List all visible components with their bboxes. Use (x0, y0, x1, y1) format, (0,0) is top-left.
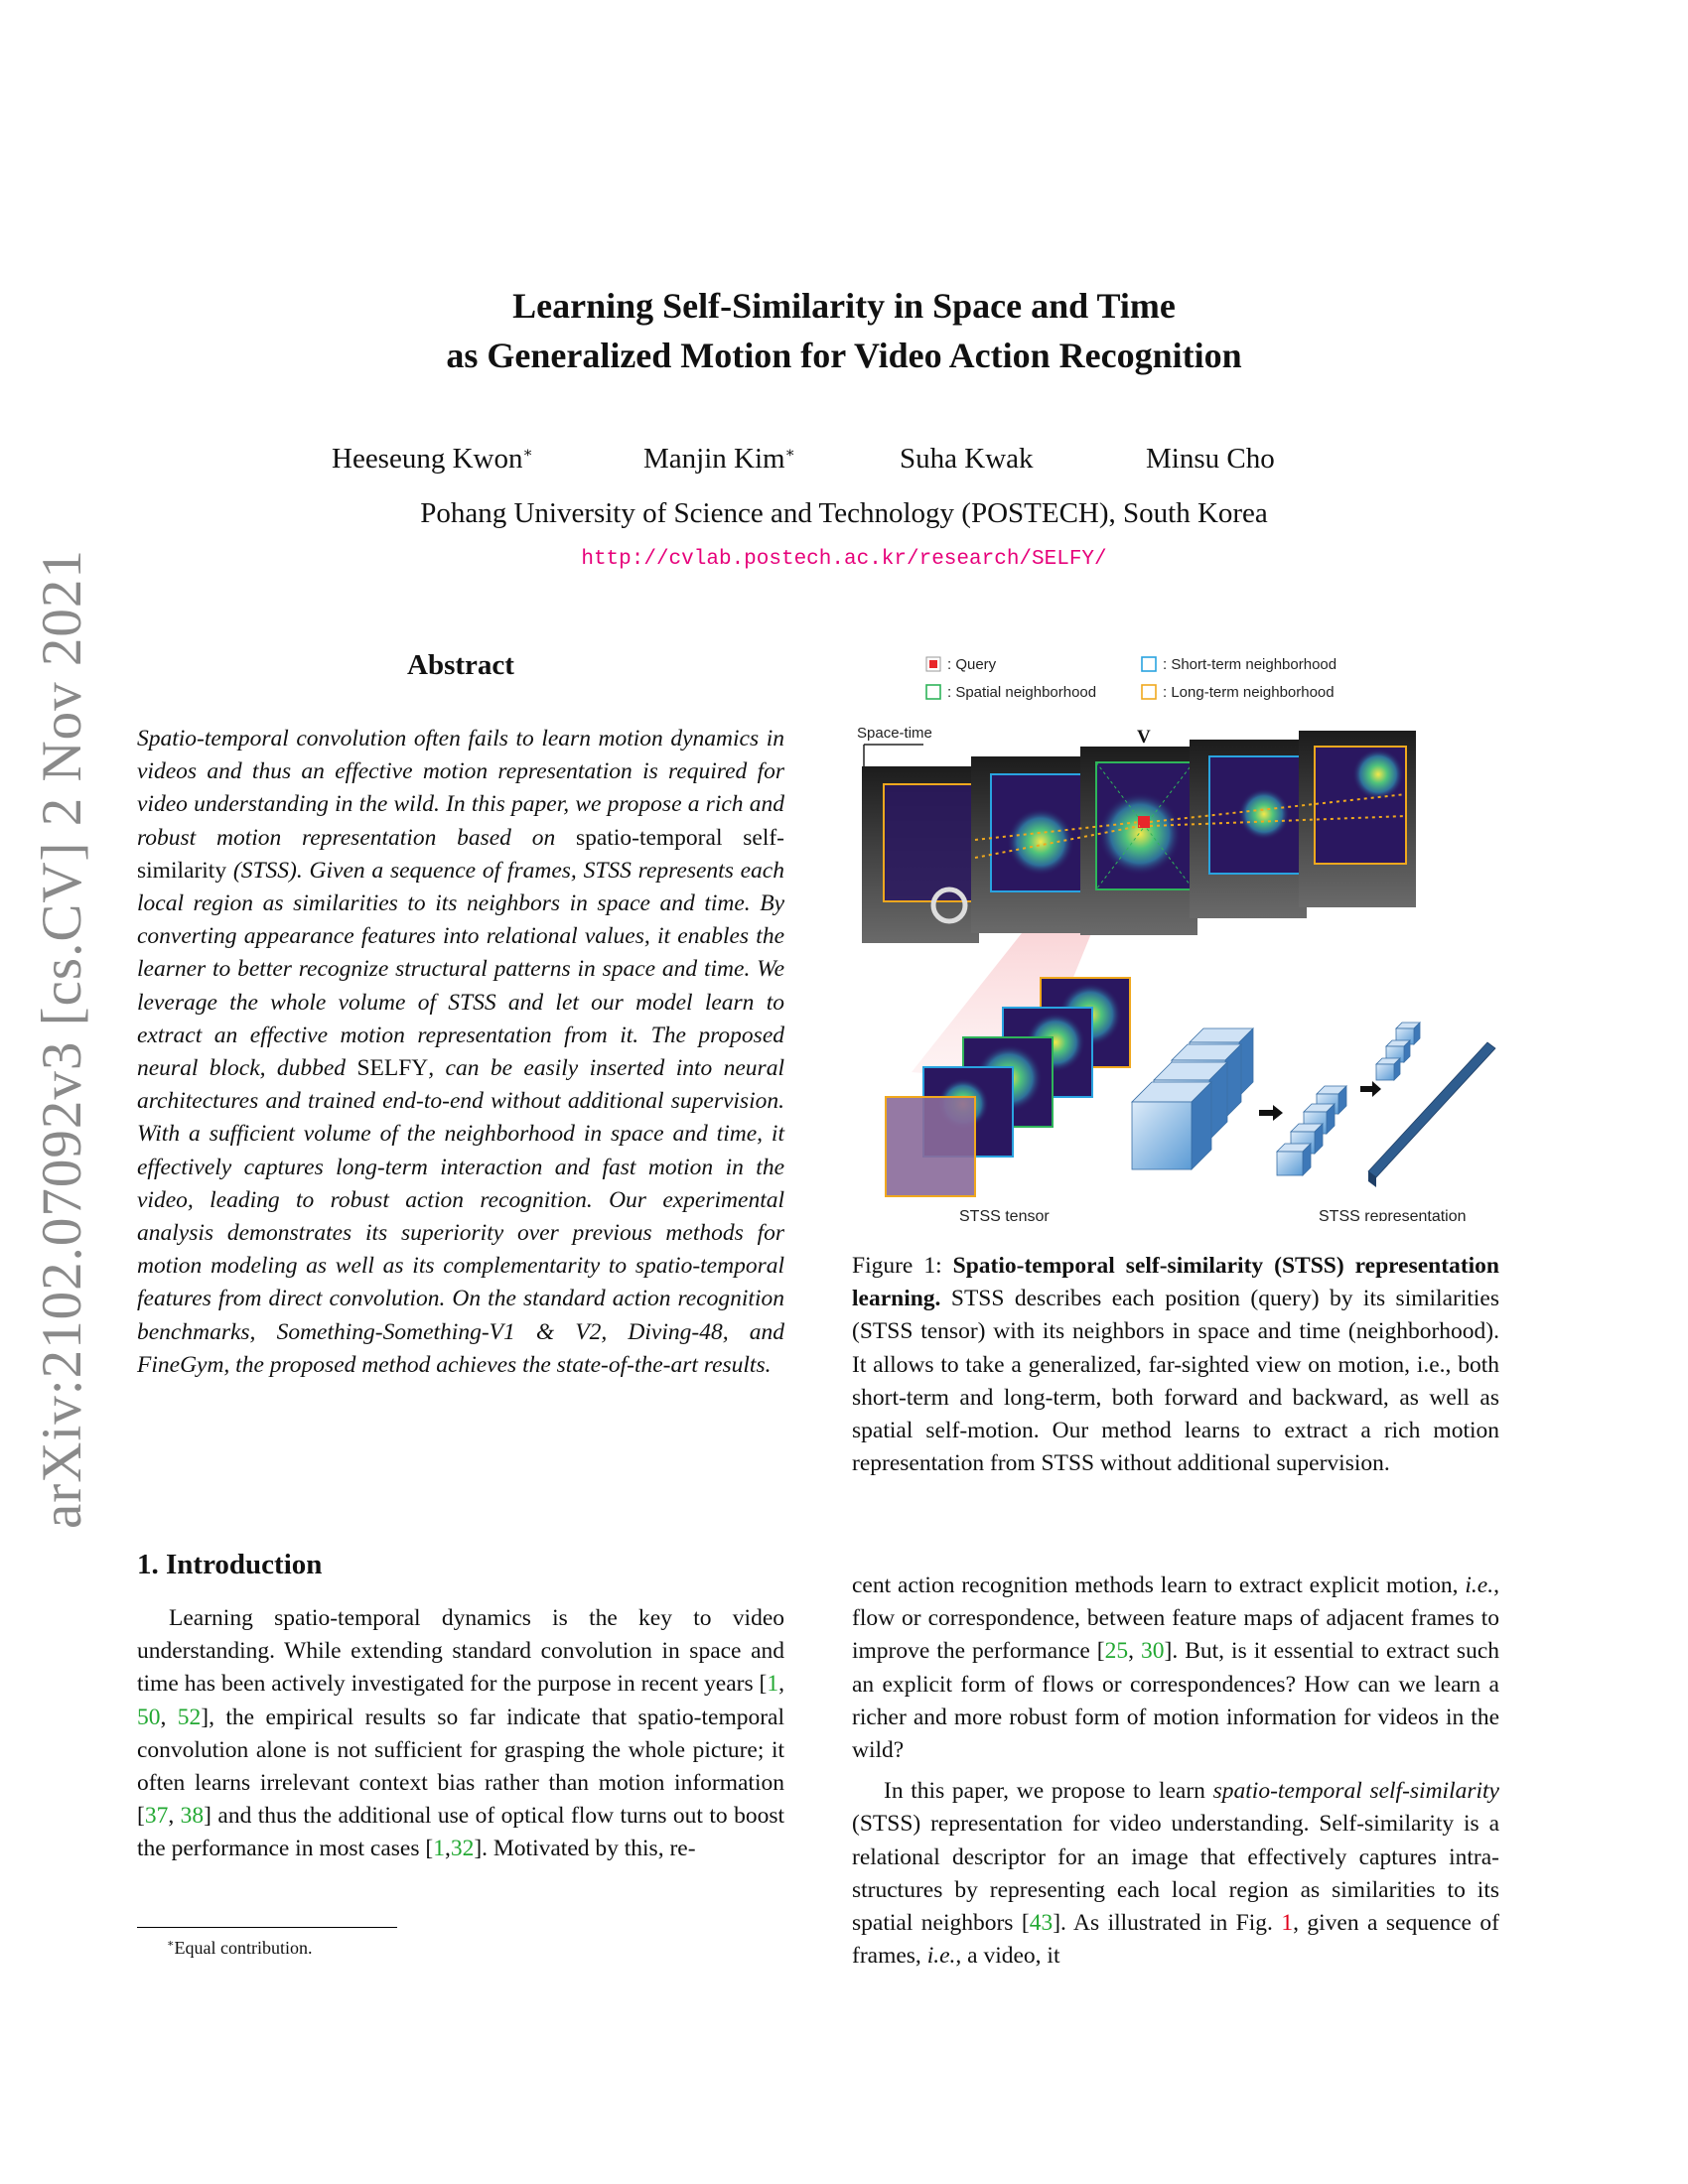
citation-link[interactable]: 1 (767, 1671, 779, 1698)
short-swatch (1142, 657, 1156, 671)
frame-2 (971, 756, 1088, 933)
figure-1-caption: Figure 1: Spatio-temporal self-similarity (STSS) representation learning. STSS describes each position (query) by its similarities (STSS tensor) with its neighbors in space and time (neighborhood). It allows to take a generalized, far-sighted view on motion, i.e., both short-term and long-term, both forward and backward, as well as spatial self-motion. Our method learns to extract a rich motion representation from STSS without additional supervision. (852, 1253, 1499, 1477)
spatial-swatch (926, 685, 940, 699)
frame-5 (1299, 731, 1416, 907)
intro-right-column (852, 1570, 1499, 1973)
author-kwak: Suha Kwak (900, 443, 1034, 475)
figure-ref-link[interactable]: 1 (1281, 1910, 1294, 1937)
video-frames (862, 727, 1416, 943)
query-swatch (929, 660, 937, 668)
stss-representation-label: STSS representation (1319, 1208, 1467, 1221)
frame-4 (1190, 740, 1307, 918)
stss-tensor-label: STSS tensor (959, 1208, 1050, 1221)
intro-paragraph-1: Learning spatio-temporal dynamics is the key to video understanding. While extending standard convolution in space and time has been actively investigated for the purpose in recent years [1, 50, 52], the empirical results so far indicate that spatio-temporal convolution alone is not sufficient for grasping the whole picture; it often learns irrelevant context bias rather than motion information [37, 38] and thus the additional use of optical flow turns out to boost the performance in most cases [1,32]. Motivated by this, re- (137, 1605, 785, 1862)
figure-1 (852, 645, 1507, 1221)
citation-link[interactable]: 50 (137, 1704, 161, 1730)
citation-link[interactable]: 37 (144, 1803, 169, 1830)
conv-feature-blocks (1132, 1023, 1495, 1187)
frame-1 (862, 766, 979, 943)
space-time-label: Space-time (857, 725, 932, 742)
arxiv-stamp: arXiv:2102.07092v3 [cs.CV] 2 Nov 2021 (31, 549, 93, 1529)
author-cho: Minsu Cho (1146, 443, 1275, 475)
stss-tensor-stack (886, 978, 1130, 1196)
citation-link[interactable]: 32 (450, 1836, 475, 1862)
affiliation: Pohang University of Science and Technology (POSTECH), South Korea (420, 497, 1268, 529)
citation-link[interactable]: 43 (1029, 1910, 1054, 1937)
figure-legend (926, 656, 1336, 701)
legend-short: : Short-term neighborhood (1163, 656, 1337, 673)
legend-query: : Query (947, 656, 997, 673)
citation-link[interactable]: 25 (1104, 1638, 1129, 1665)
legend-long: : Long-term neighborhood (1163, 684, 1335, 701)
intro-paragraph-2: In this paper, we propose to learn spatio-temporal self-similarity (STSS) representation for video understanding. Self-similarity is a relational descriptor for an image that effectively captures intra-structures by representing each local region as similarities to its spatial neighbors [43]. As illustrated in Fig. 1, given a sequence of frames, i.e., a video, it (852, 1778, 1499, 1970)
author-kwon: Heeseung Kwon∗ (332, 443, 533, 475)
legend-spatial: : Spatial neighborhood (947, 684, 1097, 701)
paper-title-line2: as Generalized Motion for Video Action Recognition (446, 336, 1242, 375)
footnote-rule (137, 1927, 397, 1928)
abstract-heading: Abstract (407, 649, 514, 681)
citation-link[interactable]: 30 (1141, 1638, 1165, 1665)
citation-link[interactable]: 38 (180, 1803, 205, 1830)
project-url[interactable]: http://cvlab.postech.ac.kr/research/SELFY/ (581, 548, 1107, 571)
paper-title-line1: Learning Self-Similarity in Space and Time (512, 286, 1176, 326)
citation-link[interactable]: 52 (177, 1704, 202, 1730)
author-list (0, 443, 1688, 482)
author-kim: Manjin Kim∗ (643, 443, 795, 475)
abstract-body: Spatio-temporal convolution often fails to learn motion dynamics in videos and thus an effective motion representation is required for video understanding in the wild. In this paper, we propose a rich and robust motion representation based on spatio-temporal self-similarity (STSS). Given a sequence of frames, STSS represents each local region as similarities to its neighbors in space and time. By converting appearance features into relational values, it enables the learner to better recognize structural patterns in space and time. We leverage the whole volume of STSS and let our model learn to extract an effective motion representation from it. The proposed neural block, dubbed SELFY, can be easily inserted into neural architectures and trained end-to-end without additional supervision. With a sufficient volume of the neighborhood in space and time, it effectively captures long-term interaction and fast motion in the video, leading to robust action recognition. Our experimental analysis demonstrates its superiority over previous methods for motion modeling as well as its complementarity to spatio-temporal features from direct convolution. On the standard action recognition benchmarks, Something-Something-V1 & V2, Diving-48, and FineGym, the proposed method achieves the state-of-the-art results. (137, 726, 784, 1378)
footnote: ∗Equal contribution. (167, 1938, 313, 1958)
long-swatch (1142, 685, 1156, 699)
section-heading-introduction: 1. Introduction (137, 1549, 323, 1580)
v-label: V (1137, 727, 1151, 748)
frame-3-query (1080, 747, 1197, 935)
stss-figure-illustration (852, 645, 1507, 1221)
citation-link[interactable]: 1 (433, 1836, 445, 1862)
intro-paragraph-1-continued: cent action recognition methods learn to extract explicit motion, i.e., flow or correspondence, between feature maps of adjacent frames to improve the performance [25, 30]. But, is it essential to extract such an explicit form of flows or correspondences? How can we learn a richer and more robust form of motion information for videos in the wild? (852, 1572, 1500, 1764)
